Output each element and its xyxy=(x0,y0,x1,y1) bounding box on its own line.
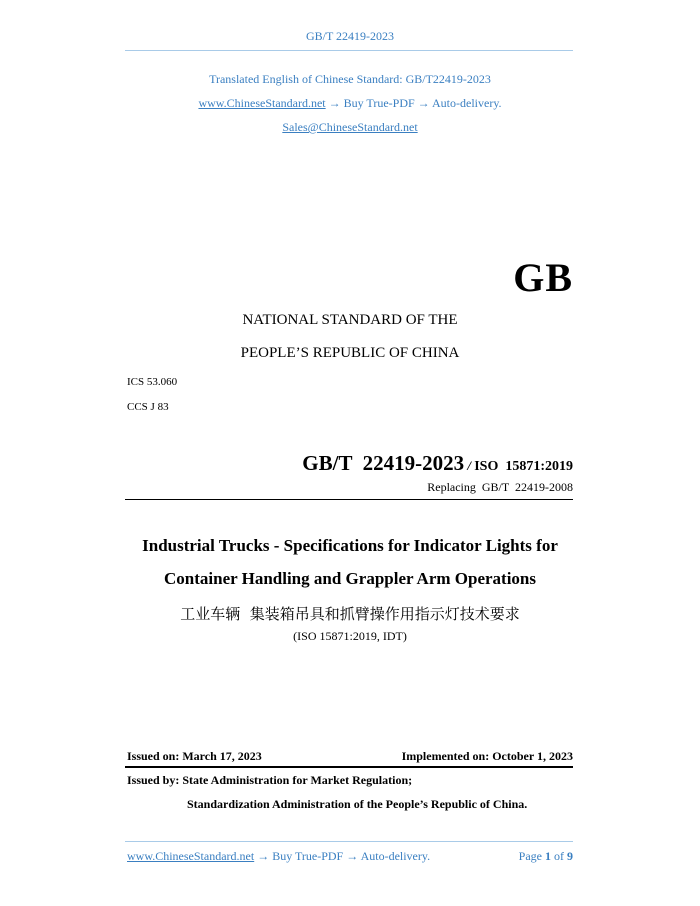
national-standard-line1: NATIONAL STANDARD OF THE xyxy=(242,312,458,328)
banner-buy-text: → Buy True-PDF → Auto-delivery. xyxy=(325,96,502,110)
ccs-code: CCS J 83 xyxy=(127,401,169,413)
title-line2: Container Handling and Grappler Arm Operations xyxy=(164,569,536,588)
banner-translation-line: Translated English of Chinese Standard: GB/T22419-2023 xyxy=(209,72,491,86)
standard-number: GB/T 22419-2023 xyxy=(302,451,465,475)
page-total: 9 xyxy=(567,849,573,863)
slash-separator: / xyxy=(464,458,475,473)
footer-divider xyxy=(125,841,573,842)
issued-by-line2: Standardization Administration of the People’s Republic of China. xyxy=(187,797,528,811)
iso-equivalence: (ISO 15871:2019, IDT) xyxy=(293,629,407,643)
running-header: GB/T 22419-2023 xyxy=(305,29,395,43)
page-of: of xyxy=(554,849,564,863)
banner-email-line xyxy=(0,120,700,135)
national-standard-line2: PEOPLE’S REPUBLIC OF CHINA xyxy=(240,345,460,361)
header-divider xyxy=(125,50,573,51)
page-label: Page xyxy=(518,849,542,863)
replacing-note: Replacing GB/T 22419-2008 xyxy=(427,480,573,494)
ics-code: ICS 53.060 xyxy=(127,376,178,388)
number-divider xyxy=(125,499,573,500)
implemented-on: Implemented on: October 1, 2023 xyxy=(401,749,573,763)
chinese-title: 工业车辆 集装箱吊具和抓臂操作用指示灯技术要求 xyxy=(180,605,520,623)
banner-site-link[interactable]: www.ChineseStandard.net xyxy=(198,96,326,110)
standard-number-line xyxy=(302,451,573,476)
gb-mark: GB xyxy=(513,255,573,300)
page-indicator xyxy=(519,849,573,864)
banner-purchase-line xyxy=(0,96,700,111)
footer-purchase-line xyxy=(127,849,430,864)
iso-number: ISO 15871:2019 xyxy=(474,459,573,474)
footer-site-link[interactable]: www.ChineseStandard.net xyxy=(127,849,255,863)
issued-on: Issued on: March 17, 2023 xyxy=(127,749,262,763)
footer-buy-text: → Buy True-PDF → Auto-delivery. xyxy=(254,849,431,863)
issued-by-line1: Issued by: State Administration for Market Regulation; xyxy=(127,773,413,787)
issue-divider xyxy=(125,766,573,768)
page-current: 1 xyxy=(545,849,551,863)
title-line1: Industrial Trucks - Specifications for Indicator Lights for xyxy=(142,536,558,555)
banner-email-link[interactable]: Sales@ChineseStandard.net xyxy=(282,120,418,134)
